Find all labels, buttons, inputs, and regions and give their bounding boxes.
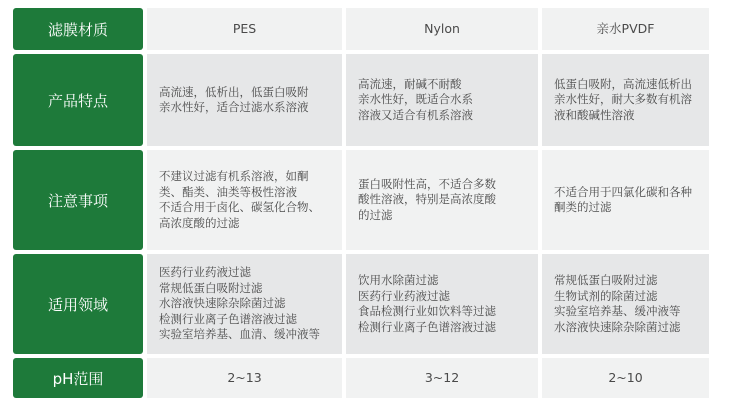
table-row-ph xyxy=(13,358,709,398)
cell-text: 高流速，低析出，低蛋白吸附 亲水性好，适合过滤水系溶液 xyxy=(159,84,309,114)
cell-ph-pes: 2~13 xyxy=(147,358,342,398)
cell-text: 常规低蛋白吸附过滤 生物试剂的除菌过滤 实验室培养基、缓冲液等 水溶液快速除杂除菌过滤 xyxy=(554,273,681,334)
column-header-pes: PES xyxy=(147,8,342,50)
cell-features-pvdf xyxy=(542,54,709,146)
cell-ph-nylon: 3~12 xyxy=(346,358,538,398)
cell-text: 蛋白吸附性高，不适合多数 酸性溶液，特别是高浓度酸 的过滤 xyxy=(358,176,496,222)
column-header-pvdf: 亲水PVDF xyxy=(542,8,709,50)
cell-text: 不适合用于四氯化碳和各种 酮类的过滤 xyxy=(554,184,692,214)
row-header-features: 产品特点 xyxy=(13,54,143,146)
cell-notes-pvdf xyxy=(542,150,709,250)
table-row-applications xyxy=(13,254,709,354)
comparison-table xyxy=(13,8,709,406)
row-header-material: 滤膜材质 xyxy=(13,8,143,50)
cell-features-pes xyxy=(147,54,342,146)
cell-applications-nylon xyxy=(346,254,538,354)
table-row-features xyxy=(13,54,709,146)
cell-text: 饮用水除菌过滤 医药行业药液过滤 食品检测行业如饮料等过滤 检测行业离子色谱溶液过滤 xyxy=(358,273,496,334)
table-row-notes xyxy=(13,150,709,250)
cell-notes-nylon xyxy=(346,150,538,250)
cell-notes-pes xyxy=(147,150,342,250)
cell-text: 医药行业药液过滤 常规低蛋白吸附过滤 水溶液快速除杂除菌过滤 检测行业离子色谱溶液过滤 实验室培养基、血清、缓冲液等 xyxy=(159,265,320,342)
cell-text: 不建议过滤有机系溶液，如酮 类、酯类、油类等极性溶液 不适合用于卤化、碳氢化合物、 高浓度酸的过滤 xyxy=(159,169,320,230)
row-header-ph: pH范围 xyxy=(13,358,143,398)
cell-applications-pes xyxy=(147,254,342,354)
cell-text: 高流速，耐碱不耐酸 亲水性好，既适合水系 溶液又适合有机系溶液 xyxy=(358,76,473,122)
cell-text: 低蛋白吸附，高流速低析出 亲水性好，耐大多数有机溶 液和酸碱性溶液 xyxy=(554,76,692,122)
cell-applications-pvdf xyxy=(542,254,709,354)
cell-ph-pvdf: 2~10 xyxy=(542,358,709,398)
column-header-nylon: Nylon xyxy=(346,8,538,50)
table-row-material xyxy=(13,8,709,50)
row-header-applications: 适用领域 xyxy=(13,254,143,354)
row-header-notes: 注意事项 xyxy=(13,150,143,250)
cell-features-nylon xyxy=(346,54,538,146)
